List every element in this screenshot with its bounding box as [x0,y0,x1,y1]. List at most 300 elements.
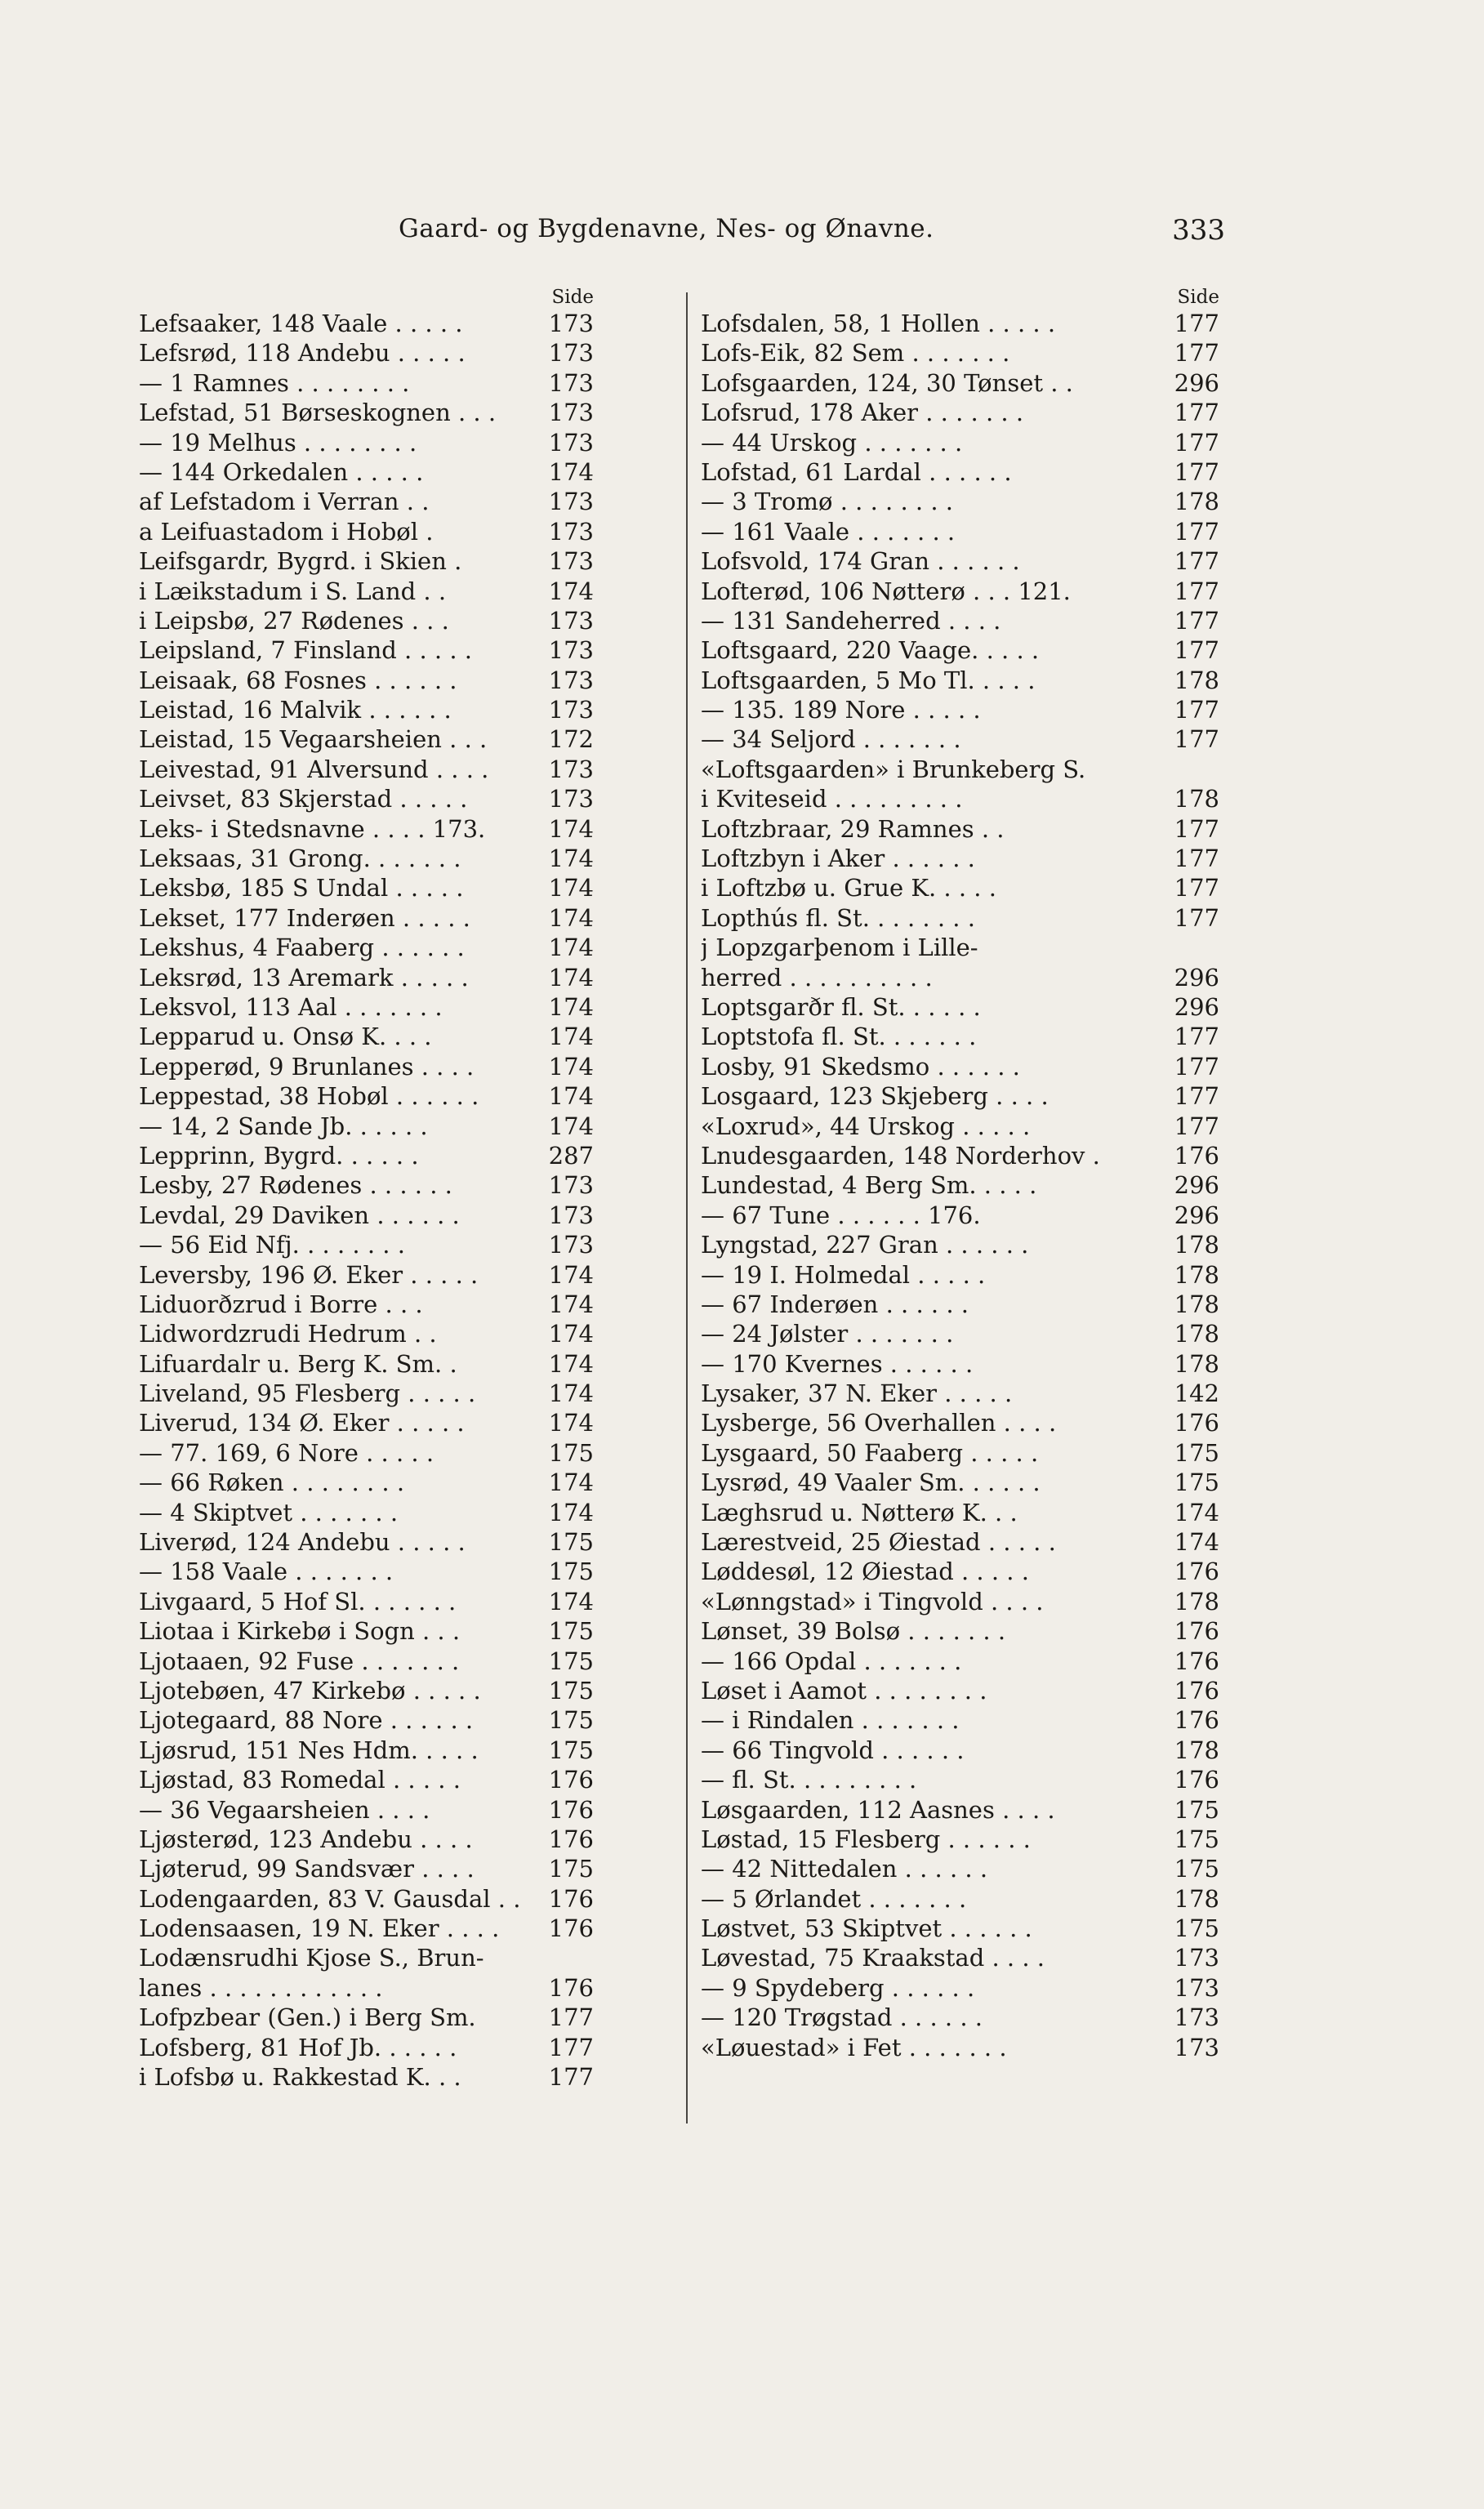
index-entry [139,1290,594,1319]
index-entry [701,963,1219,992]
entry-page-ref: 174 [548,1409,594,1437]
entry-name: Leifsgardr, Bygrd. i Skien . [139,547,462,576]
entry-name: — i Rindalen . . . . . . . [701,1706,960,1735]
entry-name: Livgaard, 5 Hof Sl. . . . . . . [139,1587,457,1615]
entry-name: — 5 Ørlandet . . . . . . . [701,1884,967,1913]
entry-page-ref: 173 [548,428,594,457]
entry-page-ref: 175 [548,1558,594,1586]
index-entry [139,338,594,368]
index-entry [701,457,1219,487]
entry-page-ref: 175 [548,1736,594,1764]
entry-page-ref: 175 [548,1706,594,1735]
index-entry [139,309,594,338]
entry-name: Lysgaard, 50 Faaberg . . . . . [701,1438,1039,1467]
entry-name: — 19 I. Holmedal . . . . . [701,1260,986,1289]
index-entry [701,933,1219,962]
index-entry [139,1914,594,1943]
entry-name: — 67 Tune . . . . . . 176. [701,1201,981,1229]
index-entry [701,814,1219,844]
entry-name: Leistad, 16 Malvik . . . . . . [139,696,452,724]
index-entry [139,784,594,813]
index-entry [139,1022,594,1051]
index-entry [701,1527,1219,1557]
entry-page-ref: 175 [548,1528,594,1557]
entry-page-ref: 173 [548,517,594,546]
entry-name: Lepperød, 9 Brunlanes . . . . [139,1052,475,1081]
entry-page-ref: 175 [548,1438,594,1467]
entry-page-ref: 178 [1174,1290,1219,1318]
index-entry [139,1052,594,1081]
entry-page-ref: 177 [1174,547,1219,576]
index-entry [139,398,594,427]
entry-page-ref: 174 [1174,1528,1219,1557]
entry-name: Lofterød, 106 Nøtterø . . . 121. [701,577,1071,605]
entry-page-ref: 174 [548,1112,594,1140]
index-entry [139,1379,594,1408]
entry-page-ref: 173 [548,399,594,427]
entry-name: Lofsgaarden, 124, 30 Tønset . . [701,368,1073,397]
entry-name: Lodengaarden, 83 V. Gausdal . . [139,1884,521,1913]
entry-page-ref: 173 [548,696,594,724]
entry-page-ref: 176 [548,1795,594,1824]
entry-name: Lidwordzrudi Hedrum . . [139,1320,437,1348]
entry-page-ref: 177 [548,2003,594,2032]
entry-name: Lyngstad, 227 Gran . . . . . . [701,1231,1029,1259]
index-entry [139,487,594,516]
index-entry [139,1616,594,1646]
entry-page-ref: 177 [1174,845,1219,873]
entry-page-ref: 177 [1174,1112,1219,1140]
entry-page-ref: 177 [1174,577,1219,605]
index-entry [701,338,1219,368]
entry-page-ref: 178 [1174,666,1219,694]
entry-name: «Lønngstad» i Tingvold . . . . [701,1587,1044,1615]
entry-page-ref: 176 [548,1914,594,1943]
entry-name: af Lefstadom i Verran . . [139,488,430,516]
entry-page-ref: 176 [1174,1409,1219,1437]
index-entry [139,1081,594,1111]
entry-page-ref: 174 [548,577,594,605]
index-entry-list [701,309,1219,2062]
entry-name: — 19 Melhus . . . . . . . . [139,428,417,457]
index-entry [139,2003,594,2032]
index-entry [701,1854,1219,1883]
entry-page-ref: 174 [548,1468,594,1497]
entry-name: Liverud, 134 Ø. Eker . . . . . [139,1409,465,1437]
entry-name: Lofsvold, 174 Gran . . . . . . [701,547,1020,576]
entry-page-ref: 178 [1174,1884,1219,1913]
index-entry [139,755,594,784]
entry-name: Lekset, 177 Inderøen . . . . . [139,903,470,932]
entry-name: Lepparud u. Onsø K. . . . [139,1023,432,1051]
entry-page-ref: 174 [548,1498,594,1526]
entry-page-ref: 176 [1174,1141,1219,1170]
entry-name: Lofsberg, 81 Hof Jb. . . . . . [139,2033,457,2061]
index-entry [701,606,1219,635]
entry-page-ref: 177 [1174,636,1219,665]
entry-page-ref: 296 [1174,963,1219,992]
entry-page-ref: 296 [1174,992,1219,1021]
entry-page-ref: 177 [1174,1082,1219,1111]
entry-page-ref: 174 [548,1260,594,1289]
entry-page-ref: 174 [548,934,594,962]
entry-name: «Loxrud», 44 Urskog . . . . . [701,1112,1031,1140]
index-entry [701,1973,1219,2003]
entry-page-ref: 173 [548,636,594,665]
entry-name: Lofstad, 61 Lardal . . . . . . [701,457,1012,486]
entry-page-ref: 296 [1174,1171,1219,1200]
index-entry [701,1290,1219,1319]
entry-name: Leksvol, 113 Aal . . . . . . . [139,992,443,1021]
index-entry [701,577,1219,606]
entry-name: Loftzbyn i Aker . . . . . . [701,845,975,873]
entry-page-ref: 178 [1174,1231,1219,1259]
index-entry [701,1825,1219,1854]
index-entry [701,1052,1219,1081]
index-entry [139,635,594,665]
index-entry [701,546,1219,576]
index-entry [701,1498,1219,1527]
entry-page-ref: 173 [548,606,594,635]
entry-name: Ljotebøen, 47 Kirkebø . . . . . [139,1676,481,1705]
entry-name: — 158 Vaale . . . . . . . [139,1558,394,1586]
index-entry [139,517,594,546]
entry-name: Loptsgarðr fl. St. . . . . . [701,992,981,1021]
entry-name: Lepprinn, Bygrd. . . . . . [139,1141,419,1170]
entry-page-ref: 175 [548,1617,594,1646]
index-entry [139,457,594,487]
entry-page-ref: 175 [1174,1468,1219,1497]
index-entry [701,1705,1219,1735]
index-entry [139,724,594,754]
entry-name: Lofsdalen, 58, 1 Hollen . . . . . [701,310,1056,337]
entry-page-ref: 176 [1174,1617,1219,1646]
index-entry [139,814,594,844]
entry-name: lanes . . . . . . . . . . . . [139,1973,383,2002]
index-entry [701,724,1219,754]
entry-name: — 170 Kvernes . . . . . . [701,1349,974,1378]
index-entry [701,1408,1219,1437]
entry-page-ref: 173 [548,755,594,783]
index-entry [701,1765,1219,1794]
entry-page-ref: 176 [548,1884,594,1913]
entry-page-ref: 175 [548,1676,594,1705]
index-entry [139,368,594,398]
entry-page-ref: 173 [548,1171,594,1200]
entry-page-ref: 296 [1174,1201,1219,1229]
index-entry [139,1349,594,1379]
index-entry [139,1587,594,1616]
entry-name: Læghsrud u. Nøtterø K. . . [701,1498,1018,1526]
entry-page-ref: 287 [548,1141,594,1170]
entry-name: Lærestveid, 25 Øiestad . . . . . [701,1528,1056,1557]
index-entry [701,1647,1219,1676]
entry-name: Lifuardalr u. Berg K. Sm. . [139,1349,457,1378]
entry-name: Ljøstad, 83 Romedal . . . . . [139,1766,461,1794]
entry-page-ref: 178 [1174,1320,1219,1348]
entry-page-ref: 178 [1174,1587,1219,1615]
entry-name: Lysaker, 37 N. Eker . . . . . [701,1379,1013,1408]
index-entry [139,1112,594,1141]
entry-page-ref: 173 [1174,1944,1219,1972]
index-entry [139,695,594,724]
entry-page-ref: 175 [1174,1855,1219,1883]
entry-page-ref: 176 [1174,1647,1219,1675]
entry-page-ref: 142 [1174,1379,1219,1408]
entry-page-ref: 176 [1174,1706,1219,1735]
entry-name: Løddesøl, 12 Øiestad . . . . . [701,1558,1029,1586]
entry-name: Ljøterud, 99 Sandsvær . . . . [139,1855,475,1883]
entry-page-ref: 177 [548,2063,594,2092]
entry-page-ref: 173 [1174,2003,1219,2032]
entry-name: Loftsgaarden, 5 Mo Tl. . . . . [701,666,1036,694]
entry-name: «Loftsgaarden» i Brunkeberg S. [701,755,1086,783]
index-entry [139,546,594,576]
entry-name: Leksaas, 31 Grong. . . . . . . [139,845,461,873]
entry-page-ref: 176 [1174,1676,1219,1705]
index-entry [139,2062,594,2092]
index-entry [139,1468,594,1497]
entry-name: Leversby, 196 Ø. Eker . . . . . [139,1260,479,1289]
index-entry [701,517,1219,546]
entry-name: — 131 Sandeherred . . . . [701,606,1001,635]
entry-name: — 36 Vegaarsheien . . . . [139,1795,430,1824]
entry-page-ref: 177 [1174,399,1219,427]
entry-name: Lundestad, 4 Berg Sm. . . . . [701,1171,1037,1200]
index-entry [701,1557,1219,1586]
index-entry [139,428,594,457]
entry-page-ref: 178 [1174,1349,1219,1378]
index-entry [701,1319,1219,1348]
entry-name: — 1 Ramnes . . . . . . . . [139,368,410,397]
index-entry [139,1557,594,1586]
entry-page-ref: 177 [1174,725,1219,754]
entry-page-ref: 174 [548,814,594,843]
entry-name: Liveland, 95 Flesberg . . . . . [139,1379,476,1408]
entry-page-ref: 176 [548,1766,594,1794]
entry-name: Liduorðzrud i Borre . . . [139,1290,423,1318]
entry-name: Lekshus, 4 Faaberg . . . . . . [139,934,465,962]
page-title: Gaard- og Bygdenavne, Nes- og Ønavne. [399,214,934,243]
entry-name: — 9 Spydeberg . . . . . . [701,1973,975,2002]
entry-page-ref: 173 [548,310,594,337]
entry-name: Leivset, 83 Skjerstad . . . . . [139,785,468,813]
entry-name: Losgaard, 123 Skjeberg . . . . [701,1082,1049,1111]
entry-page-ref: 175 [548,1855,594,1883]
entry-name: Løset i Aamot . . . . . . . . [701,1676,987,1705]
entry-name: Liverød, 124 Andebu . . . . . [139,1528,466,1557]
index-entry [701,309,1219,338]
entry-name: Liotaa i Kirkebø i Sogn . . . [139,1617,461,1646]
entry-name: i Læikstadum i S. Land . . [139,577,447,605]
entry-name: i Leipsbø, 27 Rødenes . . . [139,606,449,635]
entry-page-ref: 172 [548,725,594,754]
entry-name: Leksbø, 185 S Undal . . . . . [139,874,464,902]
index-entry [139,577,594,606]
column-divider [686,292,688,2124]
index-entry [701,1349,1219,1379]
entry-page-ref: 175 [1174,1914,1219,1943]
entry-name: i Lofsbø u. Rakkestad K. . . [139,2063,461,2092]
index-entry [701,873,1219,902]
entry-name: Loftsgaard, 220 Vaage. . . . . [701,636,1040,665]
index-entry [701,1081,1219,1111]
entry-name: — 66 Røken . . . . . . . . [139,1468,405,1497]
index-entry [701,666,1219,695]
entry-name: — 42 Nittedalen . . . . . . [701,1855,988,1883]
entry-page-ref: 177 [1174,517,1219,546]
entry-page-ref: 177 [1174,606,1219,635]
entry-name: Løstad, 15 Flesberg . . . . . . [701,1825,1031,1853]
entry-name: Løsgaarden, 112 Aasnes . . . . [701,1795,1055,1824]
entry-name: — 14, 2 Sande Jb. . . . . . [139,1112,428,1140]
entry-name: — 34 Seljord . . . . . . . [701,725,961,754]
index-entry [139,844,594,873]
entry-page-ref: 177 [548,2033,594,2061]
entry-page-ref: 174 [548,1349,594,1378]
index-entry [701,428,1219,457]
entry-page-ref: 177 [1174,1023,1219,1051]
entry-name: Ljøsterød, 123 Andebu . . . . [139,1825,473,1853]
entry-page-ref: 173 [548,339,594,368]
side-column-label: Side [551,287,594,308]
index-entry [701,1587,1219,1616]
entry-name: — 120 Trøgstad . . . . . . [701,2003,983,2032]
index-entry [701,1379,1219,1408]
entry-page-ref: 173 [548,785,594,813]
entry-name: «Løuestad» i Fet . . . . . . . [701,2033,1007,2061]
index-entry [701,1468,1219,1497]
index-entry [701,755,1219,784]
index-entry [139,1825,594,1854]
index-entry [139,606,594,635]
index-entry [139,1736,594,1765]
entry-name: i Kviteseid . . . . . . . . . [701,785,963,813]
entry-page-ref: 174 [548,845,594,873]
entry-name: — 56 Eid Nfj. . . . . . . . [139,1231,405,1259]
index-entry [139,1201,594,1230]
index-entry [701,1616,1219,1646]
entry-page-ref: 177 [1174,874,1219,902]
entry-name: Levdal, 29 Daviken . . . . . . [139,1201,460,1229]
index-entry [139,1973,594,2003]
page-header [139,214,1225,252]
index-entry [701,844,1219,873]
entry-page-ref: 174 [548,1023,594,1051]
index-entry [139,1647,594,1676]
index-entry [701,1943,1219,1972]
entry-page-ref: 174 [548,1320,594,1348]
index-entry [701,1022,1219,1051]
index-entry [701,398,1219,427]
left-column [139,286,594,2092]
index-entry [139,963,594,992]
entry-name: — 161 Vaale . . . . . . . [701,517,956,546]
entry-name: Lysrød, 49 Vaaler Sm. . . . . . [701,1468,1041,1497]
index-entry [701,1884,1219,1914]
entry-name: Leisaak, 68 Fosnes . . . . . . [139,666,457,694]
entry-page-ref: 175 [1174,1825,1219,1853]
entry-name: — 77. 169, 6 Nore . . . . . [139,1438,435,1467]
entry-name: Lønset, 39 Bolsø . . . . . . . [701,1617,1006,1646]
entry-name: — 67 Inderøen . . . . . . [701,1290,969,1318]
index-entry [139,1884,594,1914]
entry-page-ref: 174 [548,1379,594,1408]
entry-name: Leppestad, 38 Hobøl . . . . . . [139,1082,479,1111]
entry-name: Losby, 91 Skedsmo . . . . . . [701,1052,1020,1081]
entry-name: j Lopzgarþenom i Lille- [701,934,978,962]
entry-name: Lofpzbear (Gen.) i Berg Sm. [139,2003,476,2032]
entry-page-ref: 173 [548,547,594,576]
index-entry [701,784,1219,813]
index-entry [139,873,594,902]
entry-page-ref: 173 [1174,1973,1219,2002]
entry-page-ref: 177 [1174,310,1219,337]
entry-name: Lefstad, 51 Børseskognen . . . [139,399,497,427]
entry-page-ref: 173 [548,1231,594,1259]
entry-page-ref: 174 [548,992,594,1021]
index-entry [701,635,1219,665]
entry-page-ref: 178 [1174,1736,1219,1764]
entry-page-ref: 296 [1174,368,1219,397]
index-entry [139,666,594,695]
index-entry [701,1795,1219,1825]
index-entry [701,1201,1219,1230]
index-entry [139,1527,594,1557]
entry-name: — 166 Opdal . . . . . . . [701,1647,962,1675]
entry-name: Leks- i Stedsnavne . . . . 173. [139,814,486,843]
entry-page-ref: 173 [548,1201,594,1229]
index-entry [701,1230,1219,1259]
index-entry [701,1438,1219,1468]
entry-name: — 44 Urskog . . . . . . . [701,428,963,457]
entry-page-ref: 177 [1174,428,1219,457]
entry-page-ref: 174 [548,1082,594,1111]
side-column-label: Side [1177,287,1219,308]
index-entry [139,1260,594,1290]
entry-page-ref: 177 [1174,696,1219,724]
entry-page-ref: 174 [548,1052,594,1081]
entry-name: Lysberge, 56 Overhallen . . . . [701,1409,1057,1437]
entry-name: Løstvet, 53 Skiptvet . . . . . . [701,1914,1032,1943]
index-entry [701,368,1219,398]
entry-name: — 3 Tromø . . . . . . . . [701,488,954,516]
entry-name: a Leifuastadom i Hobøl . [139,517,434,546]
entry-name: Lefsrød, 118 Andebu . . . . . [139,339,466,368]
entry-name: Lesby, 27 Rødenes . . . . . . [139,1171,452,1200]
entry-page-ref: 175 [548,1647,594,1675]
index-entry [139,1170,594,1200]
index-entry [701,1914,1219,1943]
entry-name: — 135. 189 Nore . . . . . [701,696,981,724]
entry-name: Ljøsrud, 151 Nes Hdm. . . . . [139,1736,479,1764]
entry-name: Leivestad, 91 Alversund . . . . [139,755,489,783]
entry-name: Leksrød, 13 Aremark . . . . . [139,963,469,992]
entry-name: Lodænsrudhi Kjose S., Brun- [139,1944,484,1972]
entry-name: — 24 Jølster . . . . . . . [701,1320,954,1348]
entry-name: Lefsaaker, 148 Vaale . . . . . [139,310,463,337]
entry-name: herred . . . . . . . . . . [701,963,933,992]
entry-page-ref: 175 [1174,1438,1219,1467]
entry-name: Lopthús fl. St. . . . . . . . [701,903,975,932]
entry-name: Loftzbraar, 29 Ramnes . . [701,814,1005,843]
index-entry [139,1408,594,1437]
index-entry [701,1736,1219,1765]
index-entry [139,1705,594,1735]
right-column [701,286,1219,2062]
index-entry [139,1795,594,1825]
index-entry [701,487,1219,516]
